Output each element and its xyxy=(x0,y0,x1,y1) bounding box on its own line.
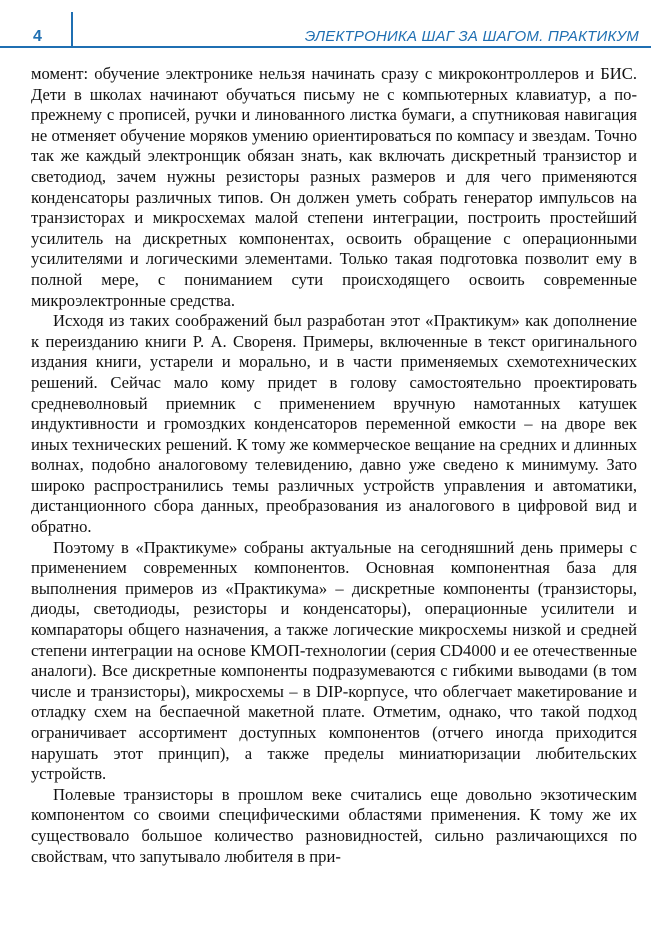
running-title: ЭЛЕКТРОНИКА ШАГ ЗА ШАГОМ. ПРАКТИКУМ xyxy=(304,28,639,45)
header-vertical-rule xyxy=(71,12,73,48)
paragraph-2: Исходя из таких соображений был разработан этот «Практикум» как дополнение к переизданию книги Р. А. Свореня. Примеры, включенные в текст оригинального издания книги, устарели и морально, и в части применяемых схемотехнических решений. Сейчас мало кому придет в голову самостоятельно проектировать средневолновый приемник с применением вручную намотанных катушек индуктивности и громоздких конденсаторов переменной емкости – на дворе век иных технических решений. К тому же коммерческое вещание на средних и длинных волнах, подобно аналоговому телевидению, давно уже сведено к минимуму. Зато широко распространились темы различных устройств управления и автоматики, дистанционного сбора данных, преобразования из аналогового в цифровой вид и обратно. xyxy=(31,311,637,537)
body-text xyxy=(31,64,637,867)
paragraph-4: Полевые транзисторы в прошлом веке считались еще довольно экзотическим компонентом со своими специфическими областями применения. К тому же их существовало большое количество разновидностей, сильно различающихся по свойствам, что запутывало любителя в при- xyxy=(31,784,637,866)
paragraph-1: момент: обучение электронике нельзя начинать сразу с микроконтроллеров и БИС. Дети в школах начинают обучаться письму не с компьютерных клавиатур, а по-прежнему с прописей, ручки и линованного листка бумаги, а спутниковая навигация не отменяет обучение моряков умению ориентироваться по компасу и звездам. Точно так же каждый электронщик обязан знать, как включать дискретный транзистор и светодиод, зачем нужны резисторы разных размеров и для чего применяются конденсаторы различных типов. Он должен уметь собрать генератор импульсов на транзисторах и микросхемах малой степени интеграции, построить простейший усилитель на дискретных компонентах, освоить обращение с операционными усилителями и логическими элементами. Только такая подготовка позволит ему в полной мере, с пониманием сути происходящего освоить современные микроэлектронные средства. xyxy=(31,64,637,310)
page-header xyxy=(0,0,651,48)
header-horizontal-rule xyxy=(0,46,651,48)
page-number: 4 xyxy=(33,28,42,45)
paragraph-3: Поэтому в «Практикуме» собраны актуальные на сегодняшний день примеры с применением современных компонентов. Основная компонентная база для выполнения примеров из «Практикума» – дискретные компоненты (транзисторы, диоды, светодиоды, резисторы и конденсаторы), операционные усилители и компараторы общего назначения, а также логические микросхемы низкой и средней степени интеграции на основе КМОП-технологии (серия CD4000 и ее отечественные аналоги). Все дискретные компоненты подразумеваются с гибкими выводами (в том числе и транзисторы), микросхемы – в DIP-корпусе, что облегчает макетирование и отладку схем на беспаечной макетной плате. Отметим, однако, что такой подход ограничивает ассортимент доступных компонентов (отчего иногда приходится нарушать этот принцип), а также пределы миниатюризации любительских устройств. xyxy=(31,537,637,784)
